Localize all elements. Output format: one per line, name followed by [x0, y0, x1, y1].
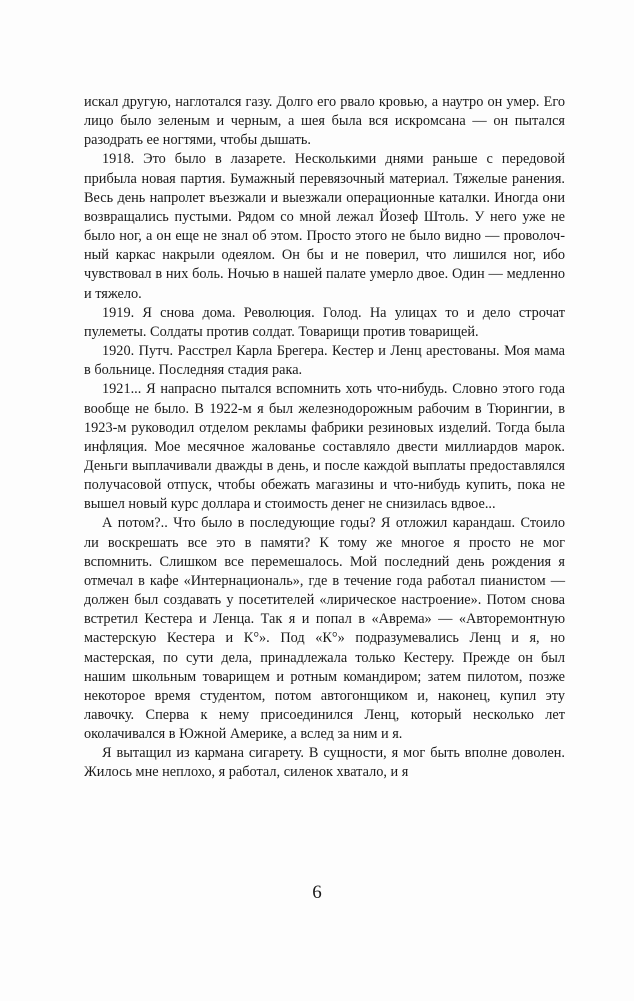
body-text	[84, 93, 565, 783]
paragraph-later-years: А потом?.. Что было в последующие годы? Я отложил карандаш. Стоило ли воскрешать все это в памяти? К тому же многое я просто не мог вспомнить. Слишком все перемешалось. Мой последний день рождения я отмечал в кафе «Интернациональ», где в течение года работал пианистом — должен был создавать у посетителей «лирическое настроение». Потом снова встретил Кестера и Ленца. Так я и попал в «Аврема» — «Авторемонтную мастерскую Кестера и К°». Под «К°» подразумевались Ленц и я, но мастерская, по сути дела, принадлежала только Кестеру. Прежде он был нашим школьным товарищем и ротным командиром; затем пилотом, позже некоторое время студентом, потом автогонщиком и, наконец, купил эту лавочку. Сперва к нему присоединился Ленц, который несколько лет околачивался в Южной Америке, а вслед за ним и я.	[84, 515, 565, 743]
paragraph-1919: 1919. Я снова дома. Революция. Голод. На улицах то и дело строчат пулеметы. Солдаты против солдат. Товарищи против товарищей.	[84, 304, 565, 340]
paragraph-continuation: искал другую, наглотался газу. Долго его рвало кровью, а наутро он умер. Его лицо было зеленым и черным, а шея была вся искромсана — он пытался разодрать ее ногтями, чтобы дышать.	[84, 94, 565, 149]
page-number: 6	[312, 882, 322, 903]
paragraph-1921: 1921... Я напрасно пытался вспомнить хоть что-нибудь. Словно этого года вообще не было. В 1922-м я был железнодорожным рабочим в Тюрингии, в 1923-м руководил отделом рекламы фабрики резиновых изделий. Тогда была инфляция. Мое месячное жалованье составляло двести миллиардов марок. Деньги выплачивали дважды в день, и после каждой выплаты предоставлялся получасовой отпуск, чтобы обежать магазины и что-нибудь купить, пока не вышел новый курс доллара и стоимость денег не снизилась вдвое...	[84, 381, 565, 513]
paragraph-1920: 1920. Путч. Расстрел Карла Брегера. Кестер и Ленц арестованы. Моя мама в больнице. Последняя стадия рака.	[84, 343, 565, 379]
paragraph-1918: 1918. Это было в лазарете. Несколькими днями раньше с передовой прибыла новая партия. Бумажный перевязочный материал. Тяжелые ранения. Весь день напролет въезжали и выезжали операционные каталки. Иногда они возвращались пустыми. Рядом со мной лежал Йозеф Штоль. У него уже не было ног, а он еще не знал об этом. Просто этого не было видно — проволочный каркас накрыли одеялом. Он бы и не поверил, что лишился ног, ибо чувствовал в них боль. Ночью в нашей палате умерло двое. Один — медленно и тяжело.	[84, 151, 565, 302]
paragraph-cigarette: Я вытащил из кармана сигарету. В сущности, я мог быть вполне доволен. Жилось мне неплохо, я работал, силенок хватало, и я	[84, 745, 565, 781]
